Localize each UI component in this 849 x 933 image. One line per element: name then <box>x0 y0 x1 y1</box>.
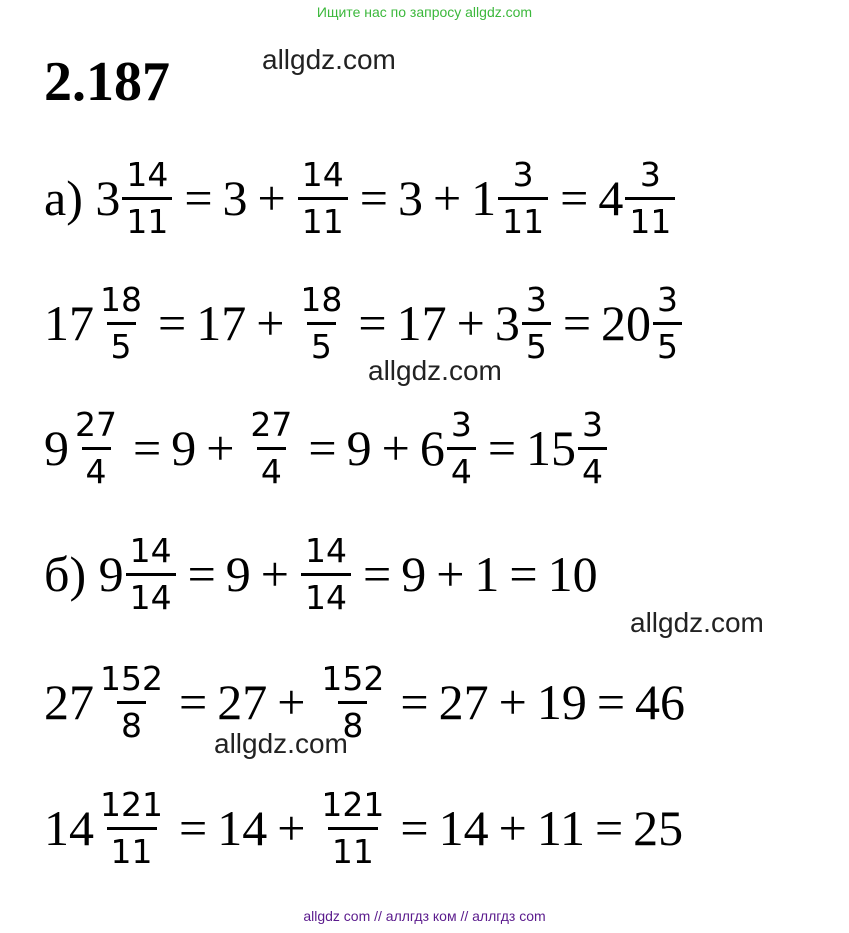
math-term: 19 <box>536 674 587 730</box>
fraction-denominator: 8 <box>117 701 146 745</box>
footer-links: allgdz com // аллгдз ком // аллгдз com <box>303 908 546 924</box>
math-operator: = <box>187 546 216 602</box>
math-term: 1 <box>471 170 497 226</box>
math-term: 9 <box>225 546 251 602</box>
math-term: 11 <box>536 800 585 856</box>
math-operator: = <box>594 800 624 856</box>
fraction-denominator: 8 <box>338 701 367 745</box>
fraction-denominator: 4 <box>257 447 286 491</box>
fraction <box>122 156 172 241</box>
math-operator: + <box>277 800 306 856</box>
fraction-numerator: 3 <box>639 154 661 194</box>
fraction-denominator: 5 <box>107 322 136 366</box>
fraction-denominator: 11 <box>298 197 348 241</box>
fraction-denominator: 4 <box>578 447 607 491</box>
math-term: 3 <box>222 170 248 226</box>
fraction <box>317 660 388 745</box>
math-operator: = <box>400 674 429 730</box>
math-term: 1 <box>474 546 500 602</box>
fraction-numerator: 3 <box>450 404 472 444</box>
fraction <box>296 281 346 366</box>
fraction-denominator: 11 <box>328 827 378 871</box>
fraction-numerator: 3 <box>657 279 679 319</box>
fraction-denominator: 4 <box>82 447 111 491</box>
math-term: 27 <box>438 674 489 730</box>
equation-line <box>44 273 684 373</box>
fraction-numerator: 152 <box>321 658 385 698</box>
math-term: а) 3 <box>44 170 121 226</box>
math-operator: = <box>179 800 208 856</box>
fraction-denominator: 5 <box>653 322 682 366</box>
math-operator: = <box>179 674 208 730</box>
math-term: 17 <box>196 295 247 351</box>
fraction-numerator: 27 <box>75 404 117 444</box>
math-term: 14 <box>217 800 268 856</box>
math-operator: + <box>256 295 285 351</box>
math-operator: + <box>498 674 527 730</box>
math-operator: + <box>277 674 306 730</box>
fraction <box>301 532 351 617</box>
fraction-denominator: 5 <box>307 322 336 366</box>
fraction <box>96 786 167 871</box>
fraction-numerator: 14 <box>305 530 347 570</box>
task-number: 2.187 <box>44 51 170 113</box>
fraction-numerator: 121 <box>321 784 385 824</box>
fraction-denominator: 11 <box>625 197 675 241</box>
fraction-numerator: 121 <box>100 784 163 824</box>
math-operator: + <box>381 420 410 476</box>
fraction-numerator: 18 <box>300 279 343 319</box>
math-operator: = <box>359 170 388 226</box>
math-term: 27 <box>44 674 94 730</box>
math-operator: + <box>498 800 527 856</box>
math-operator: + <box>260 546 289 602</box>
equation-line <box>44 398 609 498</box>
watermark: allgdz.com <box>214 728 348 759</box>
fraction <box>126 532 176 617</box>
equation-line <box>44 148 677 248</box>
fraction <box>246 406 296 491</box>
fraction-denominator: 11 <box>122 197 172 241</box>
math-operator: + <box>257 170 286 226</box>
math-operator: = <box>400 800 429 856</box>
math-term: 27 <box>217 674 268 730</box>
equation-line <box>44 652 685 752</box>
math-term: 14 <box>44 800 94 856</box>
math-term: 9 <box>171 420 197 476</box>
math-term: 9 <box>44 420 69 476</box>
math-term: 14 <box>438 800 489 856</box>
fraction-numerator: 3 <box>582 404 604 444</box>
watermark: allgdz.com <box>262 44 396 75</box>
equation-line <box>44 778 683 878</box>
math-operator: = <box>596 674 626 730</box>
math-term: 25 <box>633 800 684 856</box>
fraction <box>298 156 348 241</box>
math-operator: = <box>509 546 538 602</box>
math-operator: = <box>560 170 589 226</box>
fraction <box>578 406 607 491</box>
search-hint: Ищите нас по запросу allgdz.com <box>316 4 533 20</box>
fraction-numerator: 14 <box>126 154 169 194</box>
math-term: б) 9 <box>44 546 124 602</box>
fraction-denominator: 4 <box>447 447 476 491</box>
fraction-numerator: 14 <box>301 154 344 194</box>
math-term: 15 <box>526 420 577 476</box>
math-operator: = <box>487 420 517 476</box>
math-term: 3 <box>397 170 423 226</box>
fraction <box>522 281 551 366</box>
math-term: 3 <box>494 295 520 351</box>
fraction-numerator: 152 <box>100 658 163 698</box>
math-operator: + <box>436 546 465 602</box>
math-operator: = <box>358 295 387 351</box>
fraction-numerator: 18 <box>100 279 142 319</box>
math-operator: = <box>308 420 337 476</box>
equation-line <box>44 524 598 624</box>
math-operator: = <box>158 295 187 351</box>
math-operator: = <box>133 420 162 476</box>
fraction-denominator: 14 <box>126 573 176 617</box>
math-term: 9 <box>401 546 427 602</box>
fraction-numerator: 27 <box>250 404 293 444</box>
math-term: 9 <box>346 420 372 476</box>
watermark: allgdz.com <box>630 607 764 638</box>
fraction-numerator: 14 <box>129 530 172 570</box>
math-term: 20 <box>601 295 652 351</box>
fraction-denominator: 11 <box>498 197 548 241</box>
fraction <box>71 406 121 491</box>
fraction <box>653 281 682 366</box>
fraction-numerator: 3 <box>525 279 547 319</box>
math-term: 46 <box>635 674 686 730</box>
fraction <box>96 660 167 745</box>
fraction <box>447 406 476 491</box>
math-term: 10 <box>547 546 598 602</box>
fraction <box>96 281 146 366</box>
watermark: allgdz.com <box>368 355 502 386</box>
fraction-numerator: 3 <box>512 154 534 194</box>
math-term: 17 <box>44 295 94 351</box>
math-term: 17 <box>396 295 447 351</box>
math-term: 4 <box>598 170 624 226</box>
math-operator: = <box>363 546 392 602</box>
math-operator: + <box>206 420 235 476</box>
fraction-denominator: 5 <box>522 322 551 366</box>
fraction-denominator: 14 <box>301 573 351 617</box>
fraction-denominator: 11 <box>107 827 157 871</box>
fraction <box>625 156 675 241</box>
math-operator: = <box>184 170 213 226</box>
math-term: 6 <box>419 420 445 476</box>
math-operator: + <box>456 295 485 351</box>
fraction <box>317 786 388 871</box>
math-operator: = <box>562 295 592 351</box>
fraction <box>498 156 548 241</box>
math-operator: + <box>432 170 462 226</box>
